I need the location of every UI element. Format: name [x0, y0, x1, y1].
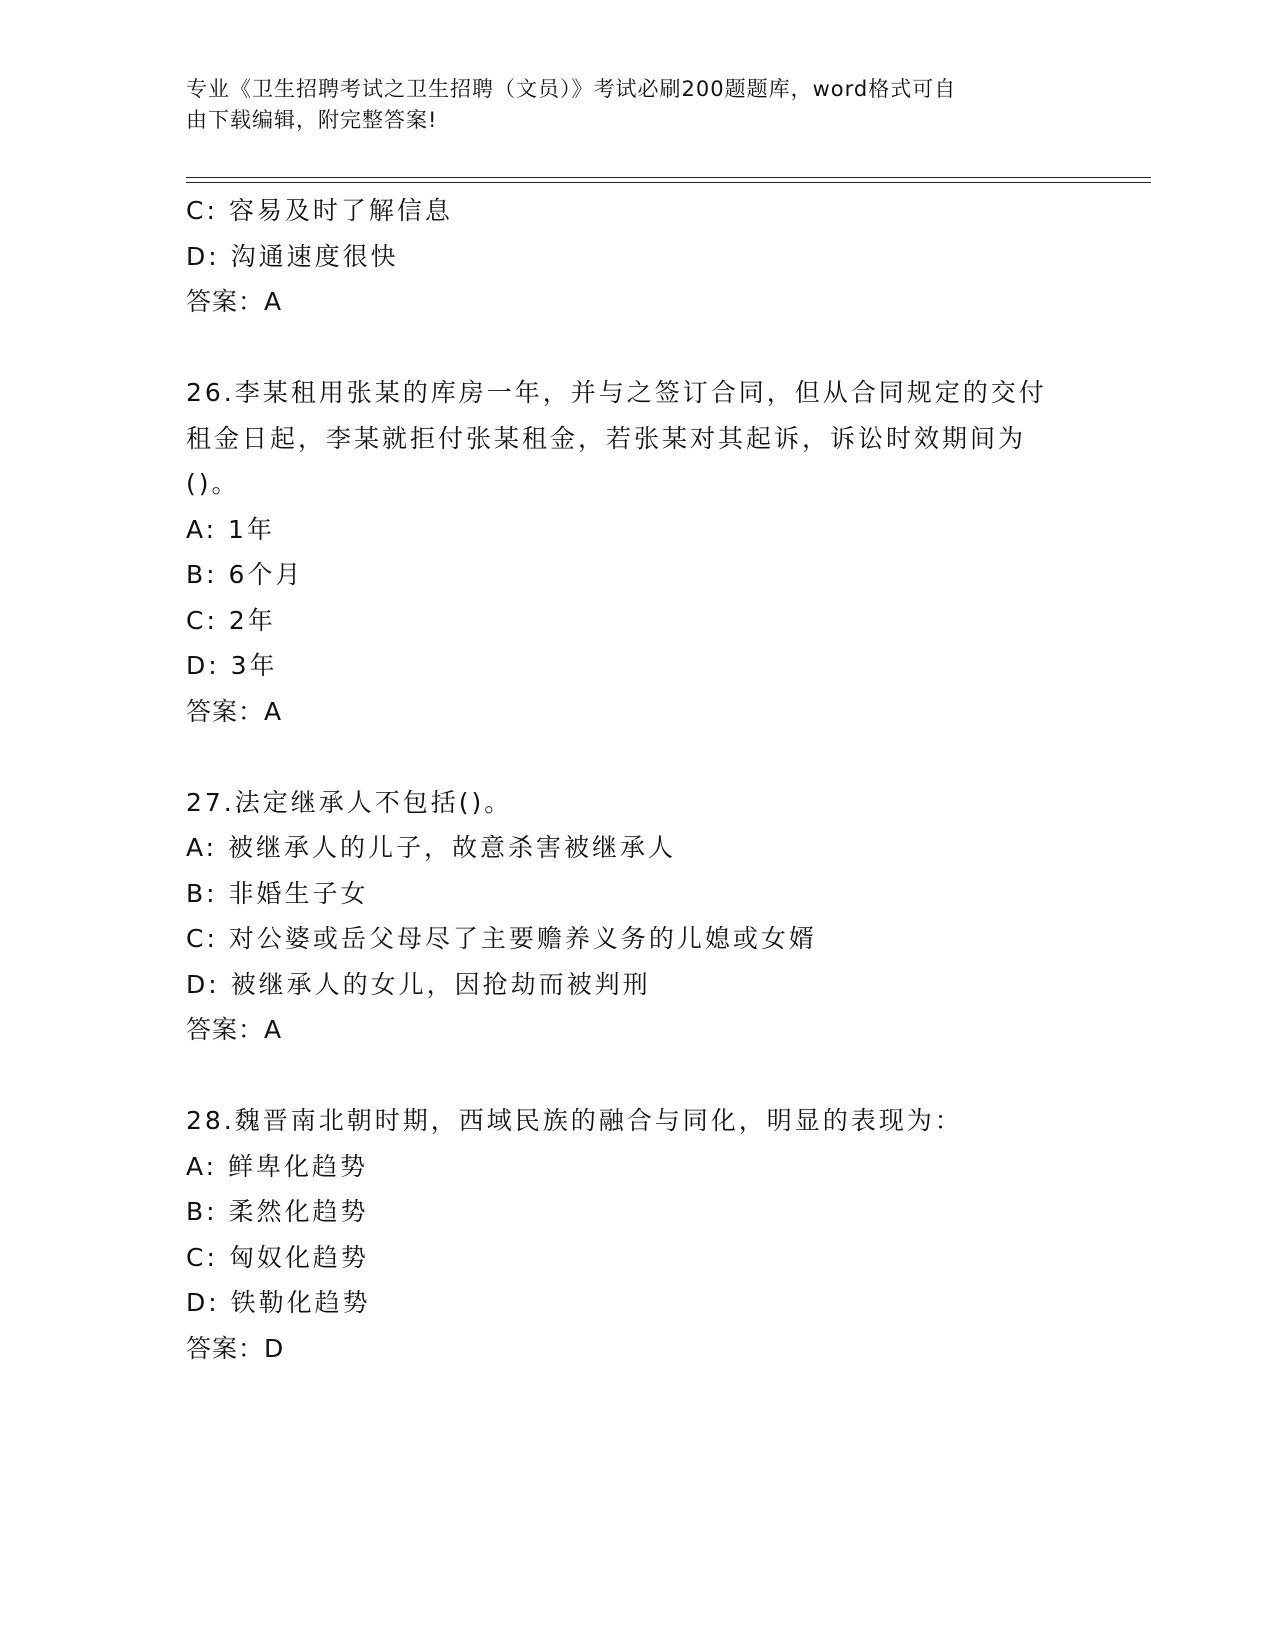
option-b: B: 6个月 [186, 560, 304, 589]
question-stem: 26.李某租用张某的库房一年，并与之签订合同，但从合同规定的交付 [186, 378, 1047, 407]
question-stem: 27.法定继承人不包括()。 [186, 787, 513, 817]
question-28 [186, 1098, 1086, 1371]
header-divider-top [186, 177, 1151, 178]
option-d: D: 3年 [186, 651, 278, 680]
document-header [186, 74, 1066, 136]
option-a: A: 1年 [186, 514, 275, 544]
option-d: D: 铁勒化趋势 [186, 1288, 371, 1317]
option-c: C: 2年 [186, 605, 276, 635]
spacer [186, 734, 1086, 780]
header-line-1: 专业《卫生招聘考试之卫生招聘（文员）》考试必刷200题题库，word格式可自 [186, 77, 957, 101]
header-line-2: 由下载编辑，附完整答案! [186, 108, 438, 132]
option-b: B: 非婚生子女 [186, 878, 369, 908]
header-divider-bottom [186, 182, 1151, 183]
prev-question [186, 188, 1086, 325]
document-body [186, 188, 1086, 1371]
question-27 [186, 780, 1086, 1053]
option-c: C: 对公婆或岳父母尽了主要赡养义务的儿媳或女婿 [186, 924, 817, 953]
question-stem: 租金日起，李某就拒付张某租金，若张某对其起诉，诉讼时效期间为 [186, 423, 1027, 453]
option-c: C: 容易及时了解信息 [186, 196, 453, 225]
answer-line: 答案：D [186, 1333, 285, 1363]
option-a: A: 被继承人的儿子，故意杀害被继承人 [186, 833, 677, 862]
option-b: B: 柔然化趋势 [186, 1197, 369, 1226]
answer-line: 答案：A [186, 696, 283, 726]
answer-line: 答案：A [186, 1015, 283, 1044]
option-a: A: 鲜卑化趋势 [186, 1151, 369, 1181]
question-26 [186, 370, 1086, 734]
question-stem: ()。 [186, 469, 240, 498]
question-stem: 28.魏晋南北朝时期，西域民族的融合与同化，明显的表现为： [186, 1106, 963, 1135]
spacer [186, 1053, 1086, 1099]
option-c: C: 匈奴化趋势 [186, 1242, 369, 1272]
option-d: D: 被继承人的女儿，因抢劫而被判刑 [186, 969, 651, 999]
spacer [186, 325, 1086, 371]
answer-line: 答案：A [186, 287, 283, 316]
option-d: D: 沟通速度很快 [186, 241, 399, 271]
